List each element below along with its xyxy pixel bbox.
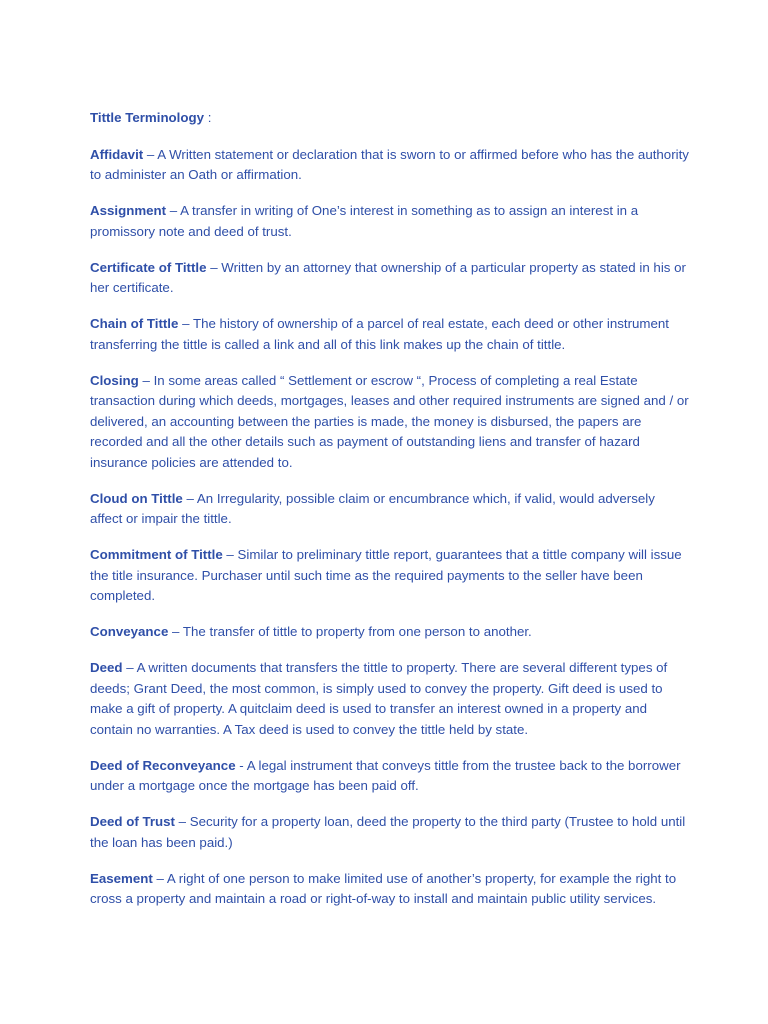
entry-definition: The transfer of tittle to property from one person to another.	[182, 624, 532, 639]
entry-definition: Similar to preliminary tittle report, guarantees that a tittle company will issue the title insurance. Purchaser until such time as the required payments to the seller have been completed.	[90, 547, 682, 603]
entry-term: Commitment of Tittle	[90, 547, 223, 562]
glossary-entry-chain-of-tittle	[90, 314, 690, 355]
entry-separator: –	[152, 870, 167, 886]
glossary-entry-certificate-of-tittle	[90, 258, 690, 299]
entry-separator: –	[182, 490, 197, 506]
glossary-entry-closing	[90, 371, 690, 474]
entry-term: Easement	[90, 870, 153, 886]
entry-term: Deed	[90, 660, 123, 675]
entry-term: Chain of Tittle	[90, 316, 179, 331]
entry-definition: A transfer in writing of One’s interest in something as to assign an interest in a promissory note and deed of trust.	[90, 203, 639, 239]
entry-definition: A legal instrument that conveys tittle from the trustee back to the borrower under a mortgage once the mortgage has been paid off.	[90, 757, 681, 793]
heading-colon: :	[204, 110, 212, 125]
entry-separator: –	[138, 372, 154, 388]
entry-separator: -	[235, 757, 247, 773]
entry-separator: –	[174, 814, 190, 829]
entry-definition: A right of one person to make limited use of another’s property, for example the right to cross a property and maintain a road or right-of-way to install and maintain public utility services.	[90, 870, 677, 906]
entry-definition: Security for a property loan, deed the property to the third party (Trustee to hold until the loan has been paid.)	[90, 814, 686, 850]
glossary-entry-deed-of-reconveyance	[90, 756, 690, 797]
glossary-entry-commitment-of-tittle	[90, 545, 690, 607]
entry-definition: The history of ownership of a parcel of real estate, each deed or other instrument transferring the tittle is called a link and all of this link makes up the chain of tittle.	[90, 316, 669, 352]
glossary-entry-assignment	[90, 201, 690, 242]
glossary-entry-conveyance	[90, 622, 690, 643]
entry-separator: –	[222, 547, 238, 562]
glossary-entry-deed	[90, 658, 690, 740]
glossary-entry-easement	[90, 869, 690, 910]
entry-separator: –	[143, 146, 158, 162]
entry-term: Closing	[90, 372, 139, 388]
glossary-entry-deed-of-trust	[90, 812, 690, 853]
entry-term: Deed of Reconveyance	[90, 757, 236, 773]
entry-definition: In some areas called “ Settlement or escrow “, Process of completing a real Estate transaction during which deeds, mortgages, leases and other required instruments are signed and / or delivered, an accounting between the parties is made, the money is disbursed, the papers are recorded and all the other details such as payment of outstanding liens and transfer of hazard insurance policies are attended to.	[90, 372, 689, 470]
entry-definition: Written by an attorney that ownership of a particular property as stated in his or her certificate.	[90, 259, 686, 295]
entry-term: Conveyance	[90, 624, 169, 639]
entry-definition: A written documents that transfers the tittle to property. There are several different types of deeds; Grant Deed, the most common, is simply used to convey the property. Gift deed is used to make a gift of property. A quitclaim deed is used to transfer an interest owned in a property and contain no warranties. A Tax deed is used to convey the tittle held by state.	[90, 660, 668, 737]
entry-term: Deed of Trust	[90, 814, 175, 829]
entry-separator: –	[178, 316, 193, 331]
document-page	[90, 108, 690, 925]
entry-term: Assignment	[90, 203, 167, 218]
entry-term: Affidavit	[90, 146, 144, 162]
entry-definition: An Irregularity, possible claim or encumbrance which, if valid, would adversely affect or impair the tittle.	[90, 490, 655, 526]
document-heading	[90, 108, 690, 129]
glossary-entry-cloud-on-tittle	[90, 489, 690, 530]
heading-title: Tittle Terminology	[90, 110, 205, 125]
entry-definition: A Written statement or declaration that is sworn to or affirmed before who has the authority to administer an Oath or affirmation.	[90, 146, 689, 182]
entry-separator: –	[166, 203, 181, 218]
entry-term: Certificate of Tittle	[90, 259, 207, 275]
glossary-entry-affidavit	[90, 145, 690, 186]
entry-separator: –	[168, 624, 183, 639]
entry-separator: –	[206, 259, 222, 275]
entry-separator: –	[122, 660, 137, 675]
entry-term: Cloud on Tittle	[90, 490, 183, 506]
